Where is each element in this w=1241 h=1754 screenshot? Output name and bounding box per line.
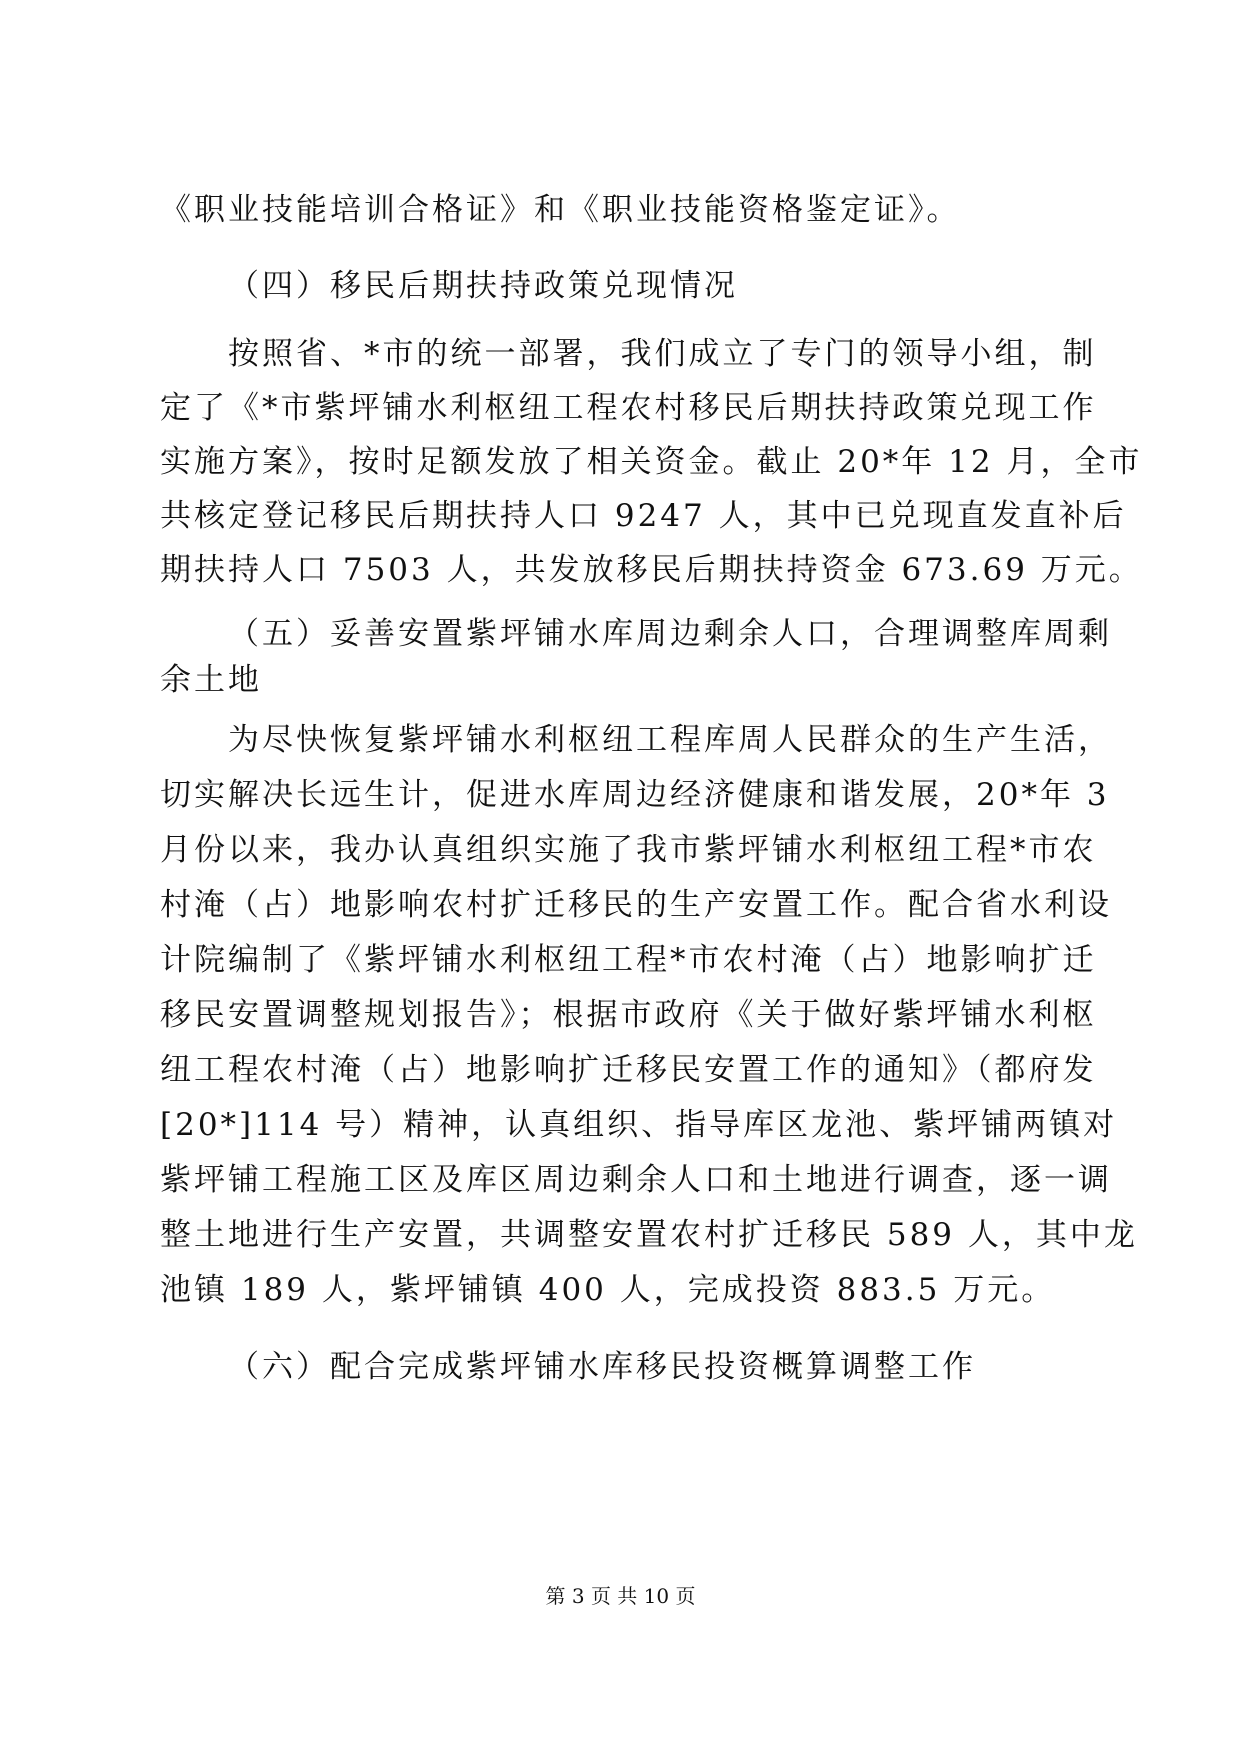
text-line: 整土地进行生产安置，共调整安置农村扩迁移民 589 人，其中龙	[160, 1217, 1138, 1253]
text-line: 《职业技能培训合格证》和《职业技能资格鉴定证》。	[160, 192, 961, 228]
text-line: 纽工程农村淹（占）地影响扩迁移民安置工作的通知》（都府发	[160, 1052, 1097, 1088]
text-line: 移民安置调整规划报告》；根据市政府《关于做好紫坪铺水利枢	[160, 997, 1097, 1033]
section-heading: （六）配合完成紫坪铺水库移民投资概算调整工作	[228, 1349, 976, 1385]
text-line: 期扶持人口 7503 人，共发放移民后期扶持资金 673.69 万元。	[160, 552, 1143, 588]
text-line: 切实解决长远生计，促进水库周边经济健康和谐发展，20*年 3	[160, 777, 1110, 813]
text-line: 村淹（占）地影响农村扩迁移民的生产安置工作。配合省水利设	[160, 887, 1112, 923]
text-line: 共核定登记移民后期扶持人口 9247 人，其中已兑现直发直补后	[160, 498, 1127, 534]
text-line: 计院编制了《紫坪铺水利枢纽工程*市农村淹（占）地影响扩迁	[160, 942, 1097, 978]
page-number-footer: 第 3 页 共 10 页	[545, 1584, 696, 1608]
text-line: 月份以来，我办认真组织实施了我市紫坪铺水利枢纽工程*市农	[160, 832, 1097, 868]
text-line: 定了《*市紫坪铺水利枢纽工程农村移民后期扶持政策兑现工作	[160, 390, 1097, 426]
section-heading: （五）妥善安置紫坪铺水库周边剩余人口，合理调整库周剩	[228, 616, 1112, 652]
section-heading-continued: 余土地	[160, 662, 262, 698]
text-line: [20*]114 号）精神，认真组织、指导库区龙池、紫坪铺两镇对	[160, 1107, 1118, 1143]
text-line: 按照省、*市的统一部署，我们成立了专门的领导小组，制	[228, 336, 1097, 372]
text-line: 紫坪铺工程施工区及库区周边剩余人口和土地进行调查，逐一调	[160, 1162, 1112, 1198]
text-line: 实施方案》，按时足额发放了相关资金。截止 20*年 12 月，全市	[160, 444, 1143, 480]
section-heading: （四）移民后期扶持政策兑现情况	[228, 268, 738, 304]
text-line: 为尽快恢复紫坪铺水利枢纽工程库周人民群众的生产生活，	[228, 722, 1112, 758]
text-line: 池镇 189 人，紫坪铺镇 400 人，完成投资 883.5 万元。	[160, 1272, 1056, 1308]
